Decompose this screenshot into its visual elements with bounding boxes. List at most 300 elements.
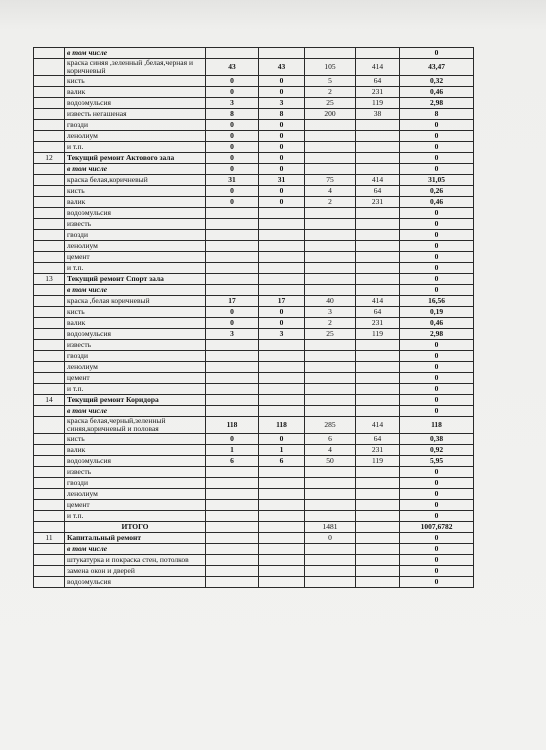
row-number-cell (34, 131, 65, 142)
value-cell-2: 0 (259, 153, 305, 164)
table-row (34, 252, 474, 263)
table-row (34, 120, 474, 131)
table-body (34, 48, 474, 588)
value-cell-3: 2 (305, 197, 356, 208)
row-number-cell (34, 511, 65, 522)
row-number-cell (34, 555, 65, 566)
value-cell-2 (259, 208, 305, 219)
value-cell-2 (259, 219, 305, 230)
value-cell-3 (305, 384, 356, 395)
item-name-cell: ленолиум (65, 362, 206, 373)
value-cell-1: 3 (206, 329, 259, 340)
value-cell-4 (356, 142, 400, 153)
table-row (34, 544, 474, 555)
item-name-cell: кисть (65, 186, 206, 197)
value-cell-2: 0 (259, 120, 305, 131)
value-cell-4 (356, 340, 400, 351)
value-cell-2 (259, 362, 305, 373)
value-cell-1: 0 (206, 197, 259, 208)
value-cell-2: 0 (259, 142, 305, 153)
value-cell-3: 3 (305, 307, 356, 318)
row-number-cell (34, 489, 65, 500)
item-name-cell: в том числе (65, 544, 206, 555)
value-cell-2 (259, 230, 305, 241)
table-row (34, 219, 474, 230)
value-cell-5: 31,05 (400, 175, 474, 186)
item-name-cell: валик (65, 445, 206, 456)
value-cell-2 (259, 351, 305, 362)
value-cell-5: 2,98 (400, 98, 474, 109)
row-number-cell (34, 577, 65, 588)
value-cell-1 (206, 533, 259, 544)
table-row (34, 373, 474, 384)
row-number-cell (34, 329, 65, 340)
value-cell-4 (356, 577, 400, 588)
value-cell-3 (305, 48, 356, 59)
item-name-cell: водоэмульсия (65, 577, 206, 588)
row-number-cell (34, 164, 65, 175)
value-cell-2: 0 (259, 318, 305, 329)
value-cell-4 (356, 351, 400, 362)
row-number-cell (34, 186, 65, 197)
value-cell-4: 119 (356, 456, 400, 467)
value-cell-5: 0 (400, 230, 474, 241)
item-name-cell: известь (65, 219, 206, 230)
value-cell-2 (259, 533, 305, 544)
table-row (34, 417, 474, 434)
item-name-cell: краска белая,черный,зеленный синяя,коричневый и половая (65, 417, 206, 434)
value-cell-2 (259, 241, 305, 252)
repair-cost-table (33, 47, 474, 588)
row-number-cell (34, 456, 65, 467)
table-row (34, 511, 474, 522)
value-cell-4 (356, 533, 400, 544)
row-number-cell (34, 373, 65, 384)
item-name-cell: и т.п. (65, 263, 206, 274)
value-cell-1: 0 (206, 142, 259, 153)
value-cell-4 (356, 500, 400, 511)
value-cell-4: 64 (356, 307, 400, 318)
table-row (34, 274, 474, 285)
value-cell-5: 0 (400, 555, 474, 566)
value-cell-1 (206, 500, 259, 511)
value-cell-2 (259, 544, 305, 555)
item-name-cell: кисть (65, 76, 206, 87)
item-name-cell: краска ,белая коричневый (65, 296, 206, 307)
item-name-cell: известь (65, 340, 206, 351)
item-name-cell: в том числе (65, 164, 206, 175)
value-cell-4 (356, 252, 400, 263)
table-row (34, 208, 474, 219)
table-row (34, 434, 474, 445)
value-cell-5: 0,19 (400, 307, 474, 318)
value-cell-3 (305, 395, 356, 406)
row-number-cell (34, 544, 65, 555)
value-cell-2: 1 (259, 445, 305, 456)
value-cell-1: 3 (206, 98, 259, 109)
item-name-cell: гвозди (65, 120, 206, 131)
value-cell-5: 0 (400, 511, 474, 522)
value-cell-3: 4 (305, 186, 356, 197)
table-row (34, 340, 474, 351)
value-cell-3 (305, 274, 356, 285)
value-cell-5: 0,46 (400, 197, 474, 208)
value-cell-3 (305, 544, 356, 555)
row-number-cell (34, 208, 65, 219)
value-cell-2 (259, 500, 305, 511)
value-cell-1: 8 (206, 109, 259, 120)
row-number-cell (34, 252, 65, 263)
table-row (34, 153, 474, 164)
table-row (34, 230, 474, 241)
value-cell-1 (206, 489, 259, 500)
table-row (34, 142, 474, 153)
table-row (34, 263, 474, 274)
value-cell-2: 31 (259, 175, 305, 186)
value-cell-3: 1481 (305, 522, 356, 533)
item-name-cell: известь негашеная (65, 109, 206, 120)
row-number-cell (34, 263, 65, 274)
row-number-cell (34, 98, 65, 109)
value-cell-5: 0 (400, 131, 474, 142)
value-cell-2: 17 (259, 296, 305, 307)
value-cell-4 (356, 153, 400, 164)
value-cell-2 (259, 566, 305, 577)
value-cell-4 (356, 478, 400, 489)
value-cell-3: 285 (305, 417, 356, 434)
item-name-cell: ИТОГО (65, 522, 206, 533)
value-cell-5: 0 (400, 142, 474, 153)
value-cell-5: 0 (400, 395, 474, 406)
value-cell-5: 0 (400, 533, 474, 544)
row-number-cell (34, 434, 65, 445)
value-cell-3: 105 (305, 59, 356, 76)
row-number-cell (34, 384, 65, 395)
value-cell-2: 3 (259, 98, 305, 109)
value-cell-2: 3 (259, 329, 305, 340)
value-cell-5: 0 (400, 566, 474, 577)
value-cell-5: 0 (400, 48, 474, 59)
value-cell-4 (356, 373, 400, 384)
row-number-cell: 12 (34, 153, 65, 164)
value-cell-3: 40 (305, 296, 356, 307)
table-row (34, 296, 474, 307)
value-cell-4: 119 (356, 98, 400, 109)
row-number-cell (34, 478, 65, 489)
value-cell-4: 231 (356, 318, 400, 329)
value-cell-1 (206, 467, 259, 478)
value-cell-1: 6 (206, 456, 259, 467)
table-row (34, 395, 474, 406)
table-row (34, 175, 474, 186)
value-cell-1 (206, 48, 259, 59)
value-cell-3: 25 (305, 329, 356, 340)
value-cell-4 (356, 219, 400, 230)
value-cell-1: 31 (206, 175, 259, 186)
value-cell-1 (206, 577, 259, 588)
value-cell-5: 0,26 (400, 186, 474, 197)
value-cell-3 (305, 351, 356, 362)
value-cell-4: 414 (356, 175, 400, 186)
value-cell-4: 64 (356, 76, 400, 87)
value-cell-1 (206, 511, 259, 522)
value-cell-3 (305, 577, 356, 588)
value-cell-4 (356, 120, 400, 131)
value-cell-1 (206, 406, 259, 417)
value-cell-1 (206, 230, 259, 241)
table-row (34, 329, 474, 340)
item-name-cell: цемент (65, 373, 206, 384)
value-cell-1: 0 (206, 164, 259, 175)
value-cell-3: 2 (305, 87, 356, 98)
value-cell-4: 231 (356, 445, 400, 456)
value-cell-1: 0 (206, 307, 259, 318)
value-cell-3 (305, 164, 356, 175)
item-name-cell: ленолиум (65, 489, 206, 500)
value-cell-3 (305, 241, 356, 252)
value-cell-3 (305, 340, 356, 351)
value-cell-5: 0 (400, 208, 474, 219)
item-name-cell: гвозди (65, 230, 206, 241)
value-cell-3: 200 (305, 109, 356, 120)
value-cell-4 (356, 274, 400, 285)
row-number-cell (34, 406, 65, 417)
value-cell-4: 119 (356, 329, 400, 340)
value-cell-3: 75 (305, 175, 356, 186)
value-cell-2: 118 (259, 417, 305, 434)
value-cell-4: 414 (356, 296, 400, 307)
value-cell-3: 0 (305, 533, 356, 544)
row-number-cell: 14 (34, 395, 65, 406)
item-name-cell: и т.п. (65, 384, 206, 395)
value-cell-3: 50 (305, 456, 356, 467)
item-name-cell: известь (65, 467, 206, 478)
value-cell-1 (206, 478, 259, 489)
value-cell-5: 1007,6782 (400, 522, 474, 533)
value-cell-5: 16,56 (400, 296, 474, 307)
row-number-cell (34, 566, 65, 577)
item-name-cell: в том числе (65, 48, 206, 59)
row-number-cell: 13 (34, 274, 65, 285)
value-cell-4 (356, 566, 400, 577)
row-number-cell (34, 467, 65, 478)
value-cell-2 (259, 467, 305, 478)
item-name-cell: гвозди (65, 351, 206, 362)
item-name-cell: краска синяя ,зеленный ,белая,черная и коричневый (65, 59, 206, 76)
value-cell-1: 0 (206, 120, 259, 131)
row-number-cell (34, 285, 65, 296)
value-cell-5: 0,46 (400, 318, 474, 329)
value-cell-4 (356, 406, 400, 417)
value-cell-3 (305, 120, 356, 131)
value-cell-3: 2 (305, 318, 356, 329)
value-cell-5: 0 (400, 384, 474, 395)
item-name-cell: водоэмульсия (65, 329, 206, 340)
value-cell-2: 6 (259, 456, 305, 467)
value-cell-3 (305, 500, 356, 511)
value-cell-2 (259, 577, 305, 588)
value-cell-2 (259, 395, 305, 406)
value-cell-5: 0,38 (400, 434, 474, 445)
row-number-cell (34, 76, 65, 87)
value-cell-2 (259, 555, 305, 566)
value-cell-2 (259, 511, 305, 522)
value-cell-2 (259, 406, 305, 417)
item-name-cell: цемент (65, 500, 206, 511)
value-cell-4 (356, 467, 400, 478)
value-cell-2 (259, 522, 305, 533)
value-cell-2: 0 (259, 307, 305, 318)
value-cell-5: 0 (400, 164, 474, 175)
table-row (34, 197, 474, 208)
item-name-cell: краска белая,коричневый (65, 175, 206, 186)
value-cell-5: 0 (400, 406, 474, 417)
table-row (34, 362, 474, 373)
value-cell-4 (356, 395, 400, 406)
item-name-cell: Текущий ремонт Спорт зала (65, 274, 206, 285)
value-cell-1: 0 (206, 153, 259, 164)
value-cell-1: 0 (206, 186, 259, 197)
value-cell-5: 2,98 (400, 329, 474, 340)
value-cell-4: 414 (356, 417, 400, 434)
value-cell-1: 0 (206, 131, 259, 142)
table-row (34, 186, 474, 197)
table-row (34, 285, 474, 296)
value-cell-2: 0 (259, 131, 305, 142)
table-row (34, 109, 474, 120)
row-number-cell (34, 307, 65, 318)
value-cell-2: 43 (259, 59, 305, 76)
value-cell-2 (259, 252, 305, 263)
item-name-cell: водоэмульсия (65, 456, 206, 467)
value-cell-3: 6 (305, 434, 356, 445)
value-cell-1 (206, 219, 259, 230)
table-row (34, 522, 474, 533)
value-cell-3 (305, 252, 356, 263)
value-cell-2 (259, 285, 305, 296)
value-cell-1 (206, 544, 259, 555)
value-cell-5: 0 (400, 274, 474, 285)
item-name-cell: замена окон и дверей (65, 566, 206, 577)
value-cell-4 (356, 489, 400, 500)
value-cell-5: 5,95 (400, 456, 474, 467)
value-cell-2 (259, 48, 305, 59)
value-cell-3 (305, 362, 356, 373)
item-name-cell: штукатурка и покраска стен, потолков (65, 555, 206, 566)
value-cell-4 (356, 544, 400, 555)
value-cell-1: 43 (206, 59, 259, 76)
value-cell-5: 8 (400, 109, 474, 120)
value-cell-3 (305, 489, 356, 500)
value-cell-5: 0 (400, 544, 474, 555)
item-name-cell: и т.п. (65, 142, 206, 153)
row-number-cell (34, 230, 65, 241)
value-cell-5: 0 (400, 263, 474, 274)
row-number-cell (34, 417, 65, 434)
value-cell-1 (206, 522, 259, 533)
value-cell-2: 0 (259, 197, 305, 208)
item-name-cell: цемент (65, 252, 206, 263)
value-cell-5: 0 (400, 351, 474, 362)
item-name-cell: Капитальный ремонт (65, 533, 206, 544)
value-cell-3 (305, 566, 356, 577)
value-cell-5: 0 (400, 153, 474, 164)
value-cell-3 (305, 555, 356, 566)
value-cell-5: 43,47 (400, 59, 474, 76)
value-cell-3: 25 (305, 98, 356, 109)
value-cell-5: 0,46 (400, 87, 474, 98)
table-row (34, 351, 474, 362)
value-cell-1: 0 (206, 87, 259, 98)
value-cell-1 (206, 252, 259, 263)
value-cell-1: 1 (206, 445, 259, 456)
value-cell-1: 118 (206, 417, 259, 434)
item-name-cell: Текущий ремонт Актового зала (65, 153, 206, 164)
row-number-cell (34, 296, 65, 307)
item-name-cell: водоэмульсия (65, 98, 206, 109)
value-cell-5: 0 (400, 340, 474, 351)
value-cell-2: 0 (259, 76, 305, 87)
value-cell-5: 0 (400, 285, 474, 296)
item-name-cell: водоэмульсия (65, 208, 206, 219)
value-cell-5: 0 (400, 120, 474, 131)
table-row (34, 456, 474, 467)
value-cell-5: 0 (400, 577, 474, 588)
value-cell-5: 0 (400, 362, 474, 373)
value-cell-4: 231 (356, 197, 400, 208)
value-cell-2 (259, 263, 305, 274)
value-cell-4 (356, 263, 400, 274)
value-cell-1 (206, 208, 259, 219)
value-cell-1 (206, 274, 259, 285)
value-cell-5: 0,92 (400, 445, 474, 456)
value-cell-4 (356, 285, 400, 296)
value-cell-3 (305, 478, 356, 489)
value-cell-3 (305, 285, 356, 296)
item-name-cell: ленолиум (65, 131, 206, 142)
value-cell-1: 0 (206, 318, 259, 329)
value-cell-3 (305, 511, 356, 522)
value-cell-3 (305, 373, 356, 384)
item-name-cell: ленолиум (65, 241, 206, 252)
value-cell-1 (206, 555, 259, 566)
value-cell-1: 0 (206, 76, 259, 87)
value-cell-3 (305, 208, 356, 219)
value-cell-1 (206, 395, 259, 406)
table-row (34, 445, 474, 456)
value-cell-1 (206, 340, 259, 351)
value-cell-5: 0 (400, 467, 474, 478)
value-cell-5: 0 (400, 219, 474, 230)
item-name-cell: в том числе (65, 285, 206, 296)
row-number-cell (34, 48, 65, 59)
table-row (34, 76, 474, 87)
value-cell-3 (305, 263, 356, 274)
item-name-cell: кисть (65, 307, 206, 318)
value-cell-4 (356, 230, 400, 241)
value-cell-4 (356, 241, 400, 252)
value-cell-4: 64 (356, 186, 400, 197)
value-cell-2 (259, 340, 305, 351)
value-cell-5: 0 (400, 500, 474, 511)
value-cell-3 (305, 153, 356, 164)
value-cell-2 (259, 478, 305, 489)
value-cell-4: 414 (356, 59, 400, 76)
table-row (34, 577, 474, 588)
row-number-cell (34, 59, 65, 76)
value-cell-1: 17 (206, 296, 259, 307)
item-name-cell: валик (65, 318, 206, 329)
